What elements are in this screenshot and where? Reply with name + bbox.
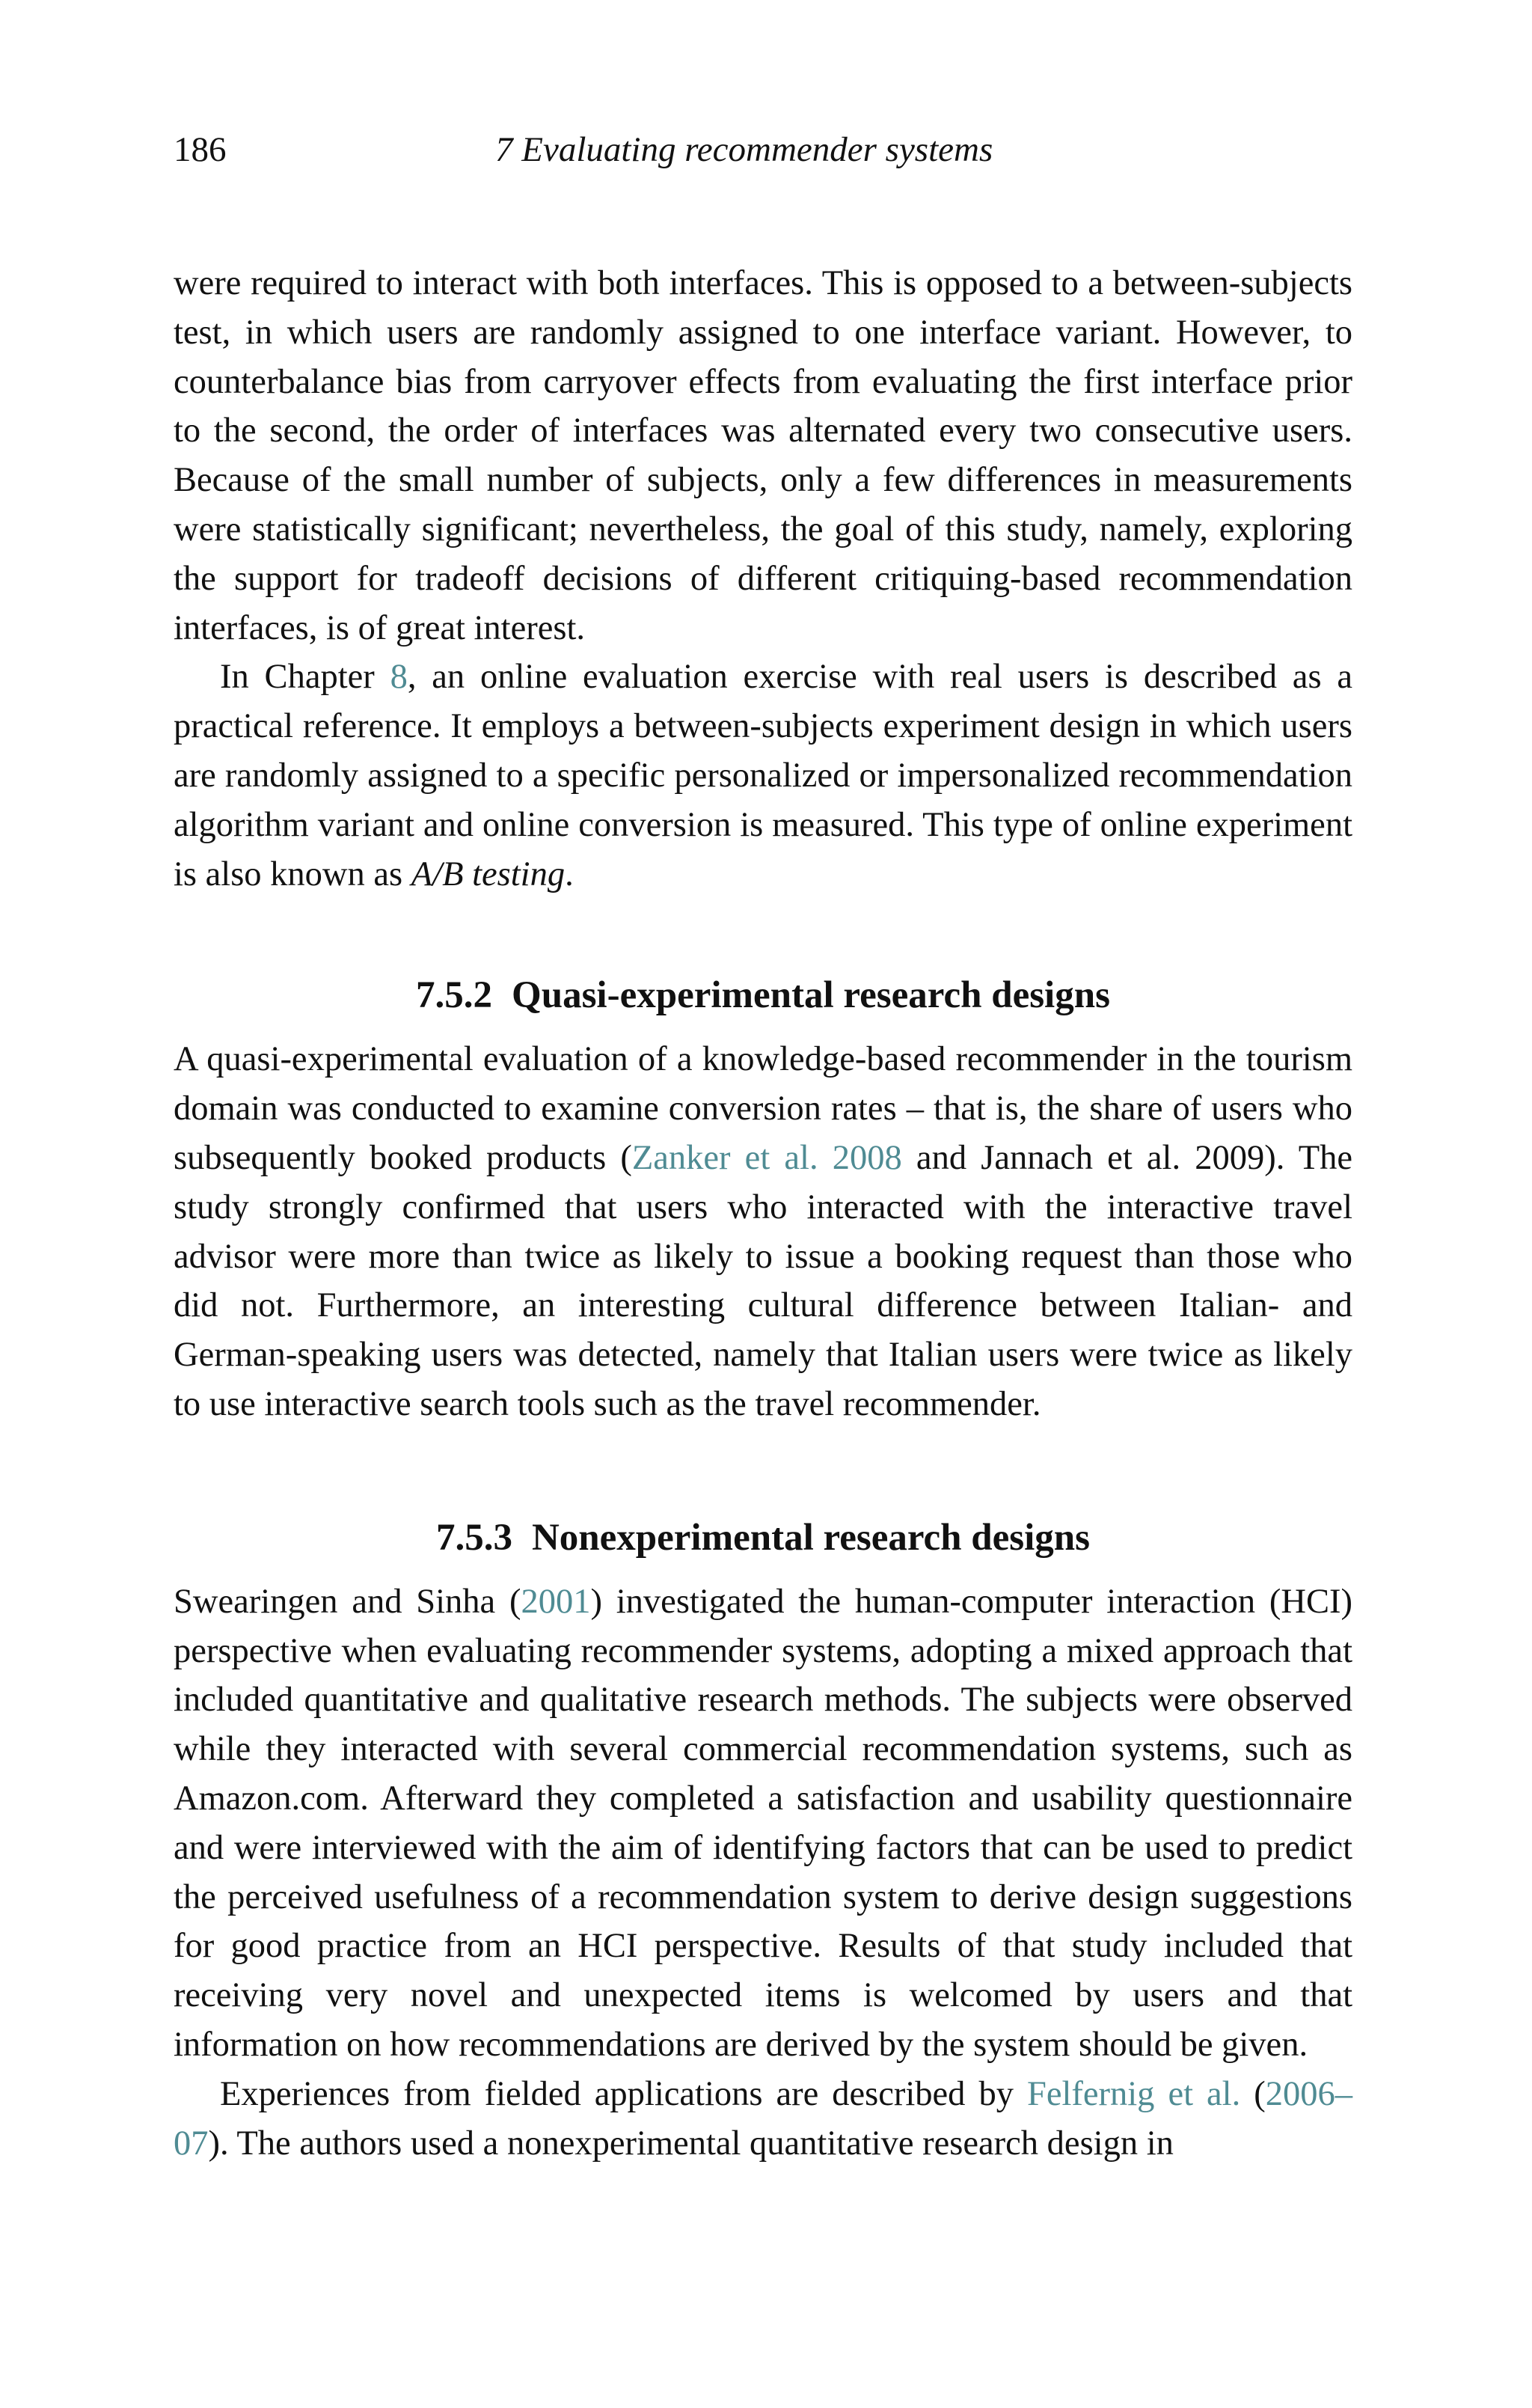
text-segment: . <box>565 855 574 893</box>
chapter-8-link[interactable]: 8 <box>390 658 408 697</box>
paragraph-quasi-experimental <box>174 1035 1352 1428</box>
body-text <box>174 259 1352 2168</box>
swearingen-year-link[interactable]: 2001 <box>521 1582 591 1621</box>
page-number: 186 <box>174 130 227 169</box>
text-segment: A quasi-experimental evaluation of a knowledge-based recommender in the tourism domain was conducted to examine conversion rates – that is, the share of users who subsequently booked products ( <box>174 1040 1352 1177</box>
text-segment: , an online evaluation exercise with real users is described as a practical reference. It employs a between-subjects experiment design in which users are randomly assigned to a specific personalized or impersonalized recommendation algorithm variant and online conversion is measured. This type of online experiment is also known as <box>174 658 1352 893</box>
section-number: 7.5.2 <box>416 974 493 1017</box>
section-heading-7-5-2 <box>174 969 1352 1021</box>
paragraph-ab-testing <box>174 653 1352 899</box>
section-title: Nonexperimental research designs <box>531 1516 1091 1559</box>
section-number: 7.5.3 <box>435 1516 512 1559</box>
text-segment: Experiences from fielded applications are described by <box>220 2074 1027 2113</box>
text-segment: In Chapter <box>220 658 390 697</box>
text-segment: and Jannach et al. 2009). The study strongly confirmed that users who interacted with the interactive travel advisor were more than twice as likely to issue a booking request than those who did not. Furthermore, an interesting cultural difference between Italian- and German-speaking users was detected, namely that Italian users were twice as likely to use interactive search tools such as the travel recommender. <box>174 1138 1352 1423</box>
ab-testing-term: A/B testing <box>411 855 566 893</box>
paragraph-nonexperimental <box>174 1577 1352 2070</box>
text-segment: ). The authors used a nonexperimental quantitative research design in <box>208 2124 1174 2163</box>
felfernig-years-link[interactable]: 2006–07 <box>174 2074 1352 2163</box>
section-heading-7-5-3 <box>174 1512 1352 1564</box>
running-head <box>174 127 1352 172</box>
text-segment: ) investigated the human-computer interaction (HCI) perspective when evaluating recommender systems, adopting a mixed approach that included quantitative and qualitative research methods. The subjects were observed while they interacted with several commercial recommendation systems, such as Amazon.com. Afterward they completed a satisfaction and usability questionnaire and were interviewed with the aim of identifying factors that can be used to predict the perceived usefulness of a recommendation system to derive design suggestions for good practice from an HCI perspective. Results of that study included that receiving very novel and unexpected items is welcomed by users and that information on how recommendations are derived by the system should be given. <box>174 1582 1352 2064</box>
chapter-title: 7 Evaluating recommender systems <box>495 130 993 169</box>
felfernig-citation-link[interactable]: Felfernig et al. <box>1026 2074 1241 2113</box>
zanker-citation-link[interactable]: Zanker et al. 2008 <box>631 1138 902 1177</box>
paragraph-interfaces: were required to interact with both interfaces. This is opposed to a between-subjects test, in which users are randomly assigned to one interface variant. However, to counterbalance bias from carryover effects from evaluating the first interface prior to the second, the order of interfaces was alternated every two consecutive users. Because of the small number of subjects, only a few differences in measurements were statistically significant; nevertheless, the goal of this study, namely, exploring the support for tradeoff decisions of different critiquing-based recommendation interfaces, is of great interest. <box>174 264 1352 647</box>
text-segment: ( <box>1240 2074 1266 2113</box>
paragraph-fielded-applications <box>174 2070 1352 2169</box>
text-segment: Swearingen and Sinha ( <box>174 1582 521 1621</box>
section-title: Quasi-experimental research designs <box>512 974 1110 1017</box>
